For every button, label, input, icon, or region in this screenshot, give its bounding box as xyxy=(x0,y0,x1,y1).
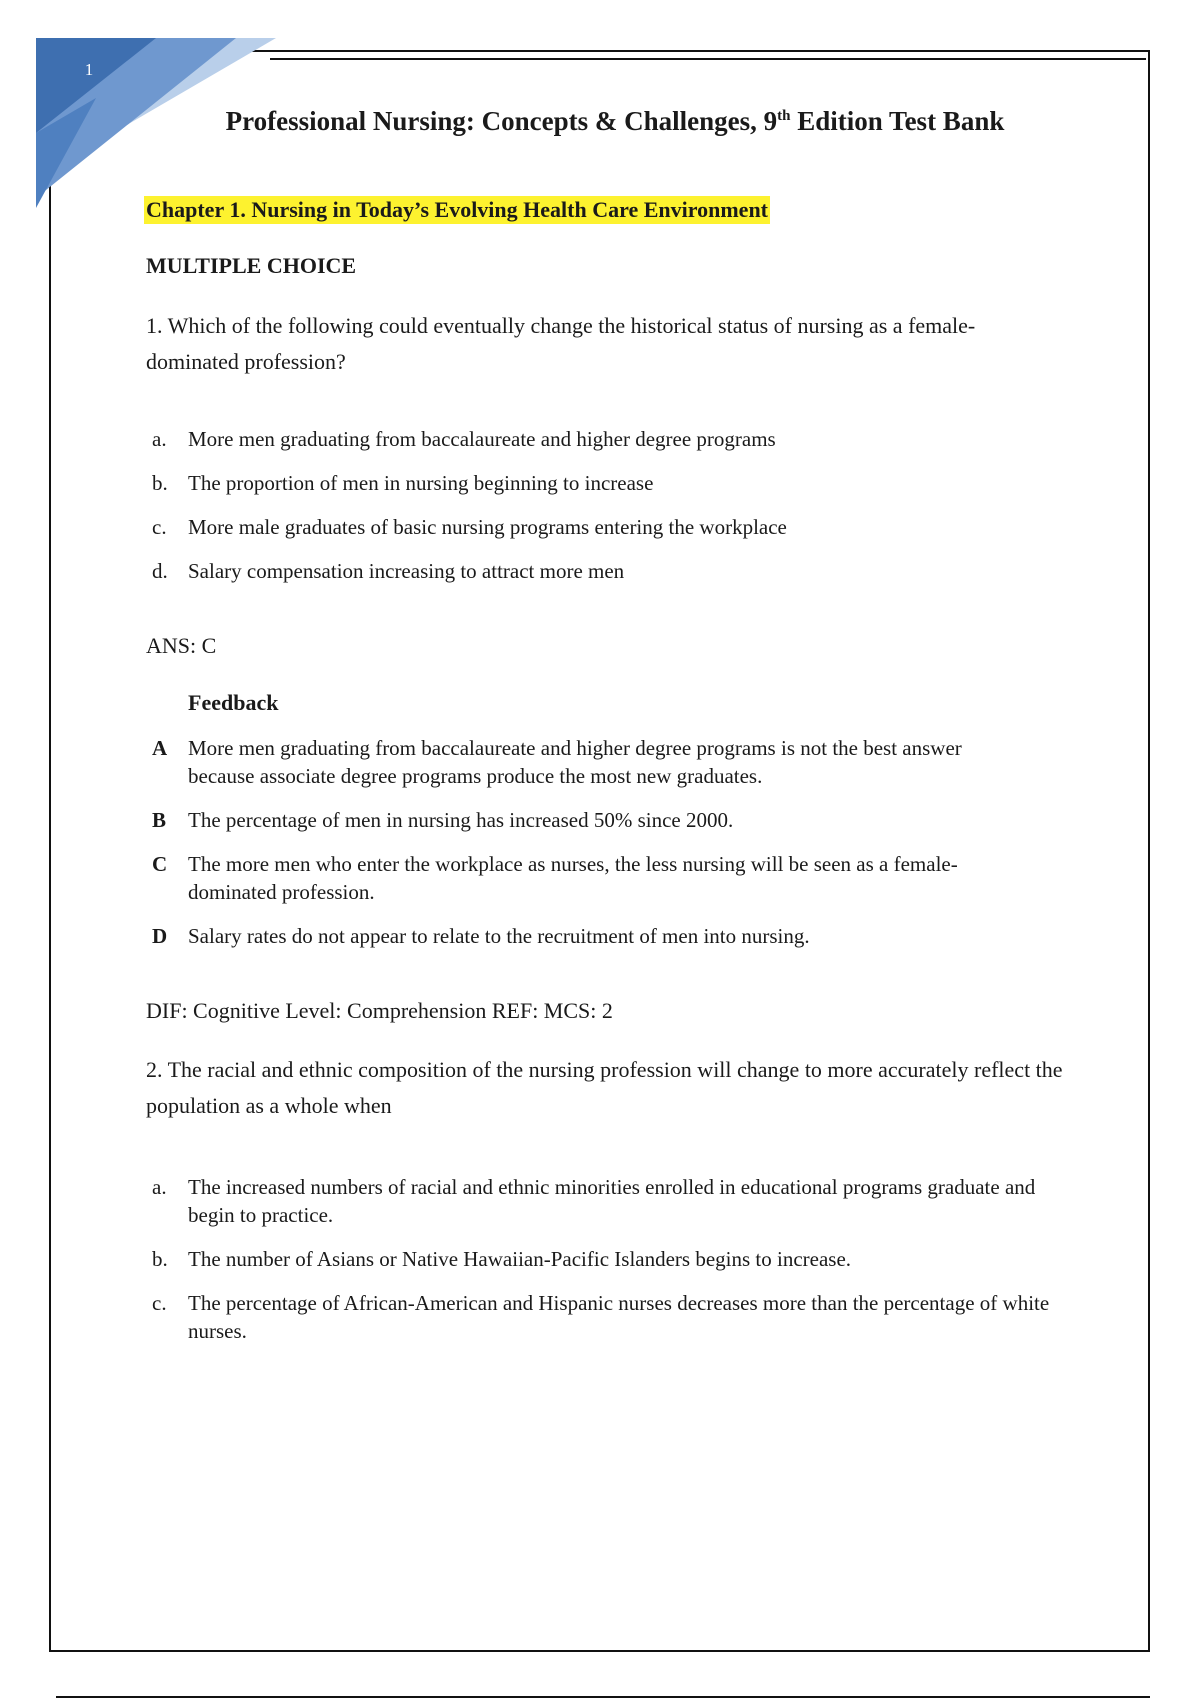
option-letter: c. xyxy=(152,515,167,539)
answer-option xyxy=(152,513,1052,541)
option-text: The proportion of men in nursing beginning to increase xyxy=(188,471,654,495)
title-superscript: th xyxy=(777,108,791,124)
feedback-item xyxy=(152,922,1032,950)
feedback-letter: A xyxy=(152,736,168,760)
option-text: More men graduating from baccalaureate and higher degree programs xyxy=(188,427,776,451)
difficulty-reference: DIF: Cognitive Level: Comprehension REF: MCS: 2 xyxy=(146,998,613,1023)
feedback-item xyxy=(152,850,1032,906)
answer-option xyxy=(152,1173,1052,1229)
page-number: 1 xyxy=(84,60,94,79)
option-letter: c. xyxy=(152,1291,167,1315)
option-letter: b. xyxy=(152,471,168,495)
feedback-letter: C xyxy=(152,852,168,876)
option-letter: b. xyxy=(152,1247,168,1271)
page-title xyxy=(0,106,1200,137)
feedback-heading: Feedback xyxy=(188,690,279,715)
question-1-text: 1. Which of the following could eventually change the historical status of nursing as a female-dominated profession? xyxy=(146,313,976,374)
option-letter: d. xyxy=(152,559,168,583)
title-suffix: Edition Test Bank xyxy=(790,106,1005,136)
answer-key: ANS: C xyxy=(146,633,217,658)
feedback-letter: B xyxy=(152,808,167,832)
question-1-options xyxy=(152,425,1052,601)
question-2-options xyxy=(152,1173,1052,1361)
title-main: Professional Nursing: Concepts & Challenges, 9 xyxy=(225,106,778,136)
question-2-text: 2. The racial and ethnic composition of the nursing profession will change to more accurately reflect the population as a whole when xyxy=(146,1057,1063,1118)
feedback-list xyxy=(152,734,1032,966)
feedback-text: More men graduating from baccalaureate and higher degree programs is not the best answer because associate degree programs produce the most new graduates. xyxy=(188,736,962,788)
header-rule xyxy=(270,58,1146,60)
option-text: The percentage of African-American and Hispanic nurses decreases more than the percentage of white nurses. xyxy=(188,1291,1050,1343)
option-letter: a. xyxy=(152,1175,167,1199)
feedback-text: The percentage of men in nursing has increased 50% since 2000. xyxy=(188,808,734,832)
feedback-item xyxy=(152,806,1032,834)
option-text: The number of Asians or Native Hawaiian-Pacific Islanders begins to increase. xyxy=(188,1247,852,1271)
answer-option xyxy=(152,1289,1052,1345)
feedback-text: Salary rates do not appear to relate to the recruitment of men into nursing. xyxy=(188,924,810,948)
feedback-letter: D xyxy=(152,924,168,948)
option-letter: a. xyxy=(152,427,167,451)
option-text: The increased numbers of racial and ethnic minorities enrolled in educational programs graduate and begin to practice. xyxy=(188,1175,1036,1227)
answer-option xyxy=(152,425,1052,453)
chapter-heading: Chapter 1. Nursing in Today’s Evolving Health Care Environment xyxy=(146,197,769,222)
footer-rule xyxy=(56,1696,1150,1698)
answer-option xyxy=(152,557,1052,585)
option-text: Salary compensation increasing to attract more men xyxy=(188,559,625,583)
feedback-item xyxy=(152,734,1032,790)
answer-option xyxy=(152,469,1052,497)
answer-option xyxy=(152,1245,1052,1273)
option-text: More male graduates of basic nursing programs entering the workplace xyxy=(188,515,787,539)
section-heading: MULTIPLE CHOICE xyxy=(146,253,357,278)
feedback-text: The more men who enter the workplace as nurses, the less nursing will be seen as a female-dominated profession. xyxy=(188,852,958,904)
